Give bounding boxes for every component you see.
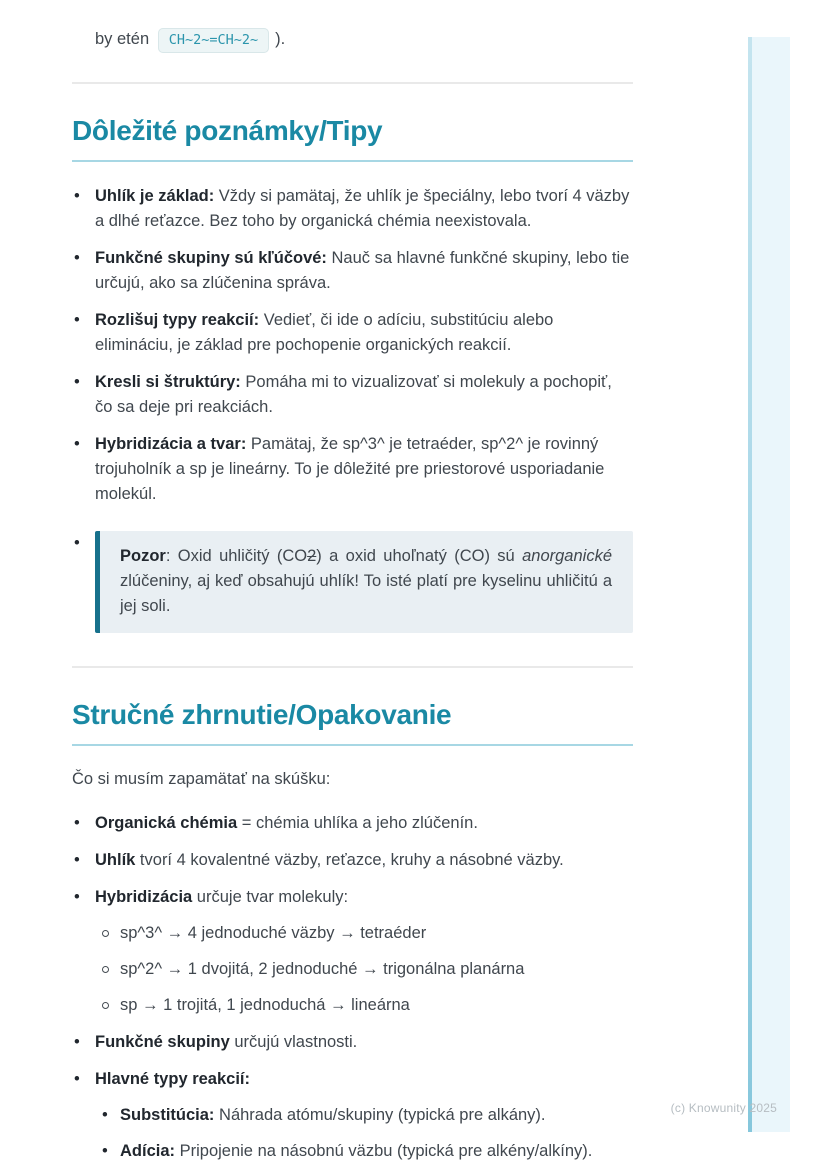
callout-label: Pozor: [120, 547, 166, 565]
item-text: Pomáha mi to vizualizovať si molekuly a pochopiť, čo sa deje pri reakciách.: [95, 373, 612, 416]
section-divider: [72, 82, 633, 84]
item-text: Pamätaj, že sp^3^ je tetraéder, sp^2^ je rovinný trojuholník a sp je lineárny. To je dôležité pre priestorové usporiadanie molekúl.: [95, 435, 605, 503]
item-lead: Uhlík je základ:: [95, 187, 215, 205]
item-text: Vždy si pamätaj, že uhlík je špeciálny, lebo tvorí 4 väzby a dlhé reťazce. Bez toho by organická chémia neexistovala.: [95, 187, 630, 230]
list-item: [72, 1067, 633, 1164]
intro-text-pre: by etén: [95, 30, 150, 48]
list-item: [72, 848, 633, 873]
sub-list-item: [95, 993, 633, 1018]
hybridization-sublist: [95, 921, 633, 1018]
section-divider: [72, 666, 633, 668]
item-text: sp^2^ → 1 dvojitá, 2 jednoduché → trigonálna planárna: [120, 960, 525, 978]
reaction-types-sublist: [95, 1103, 633, 1164]
intro-text-post: ).: [275, 30, 286, 48]
sub-list-item: [95, 1139, 633, 1164]
section-title-tips: Dôležité poznámky/Tipy: [72, 115, 633, 162]
callout-italic-text: anorganické: [522, 547, 612, 565]
summary-lead-paragraph: Čo si musím zapamätať na skúšku:: [72, 770, 331, 788]
list-item: [72, 811, 633, 836]
item-text: Nauč sa hlavné funkčné skupiny, lebo tie určujú, ako sa zlúčenina správa.: [95, 249, 630, 292]
item-text: Náhrada atómu/skupiny (typická pre alkány).: [214, 1106, 546, 1124]
page-edge-panel: [752, 37, 790, 1132]
item-text: určuje tvar molekuly:: [192, 888, 349, 906]
item-text: = chémia uhlíka a jeho zlúčenín.: [237, 814, 478, 832]
callout-text-pre: : Oxid uhličitý (CO: [165, 547, 308, 565]
item-lead: Hybridizácia: [95, 888, 193, 906]
list-item: [72, 184, 633, 234]
list-item: [72, 246, 633, 296]
intro-paragraph: [95, 30, 633, 49]
inline-code-formula: CH~2~=CH~2~: [158, 28, 269, 53]
item-lead: Hlavné typy reakcií:: [95, 1070, 250, 1088]
item-text: tvorí 4 kovalentné väzby, reťazce, kruhy a násobné väzby.: [135, 851, 564, 869]
item-text: sp^3^ → 4 jednoduché väzby → tetraéder: [120, 924, 427, 942]
tips-list: [72, 184, 633, 633]
item-text: určujú vlastnosti.: [229, 1033, 358, 1051]
warning-callout: [95, 531, 633, 633]
item-lead: Funkčné skupiny: [95, 1033, 230, 1051]
list-item-callout: [72, 531, 633, 633]
scrollbar-thumb[interactable]: [748, 37, 752, 1132]
list-item: [72, 1030, 633, 1055]
callout-text-mid: ) a oxid uhoľnatý (CO) sú: [316, 547, 523, 565]
copyright-watermark: (c) Knowunity 2025: [670, 1101, 777, 1115]
item-lead: Uhlík: [95, 851, 136, 869]
item-lead: Funkčné skupiny sú kľúčové:: [95, 249, 327, 267]
callout-text-post: zlúčeniny, aj keď obsahujú uhlík! To isté platí pre kyselinu uhličitú a jej soli.: [120, 572, 612, 615]
item-lead: Substitúcia:: [120, 1106, 215, 1124]
callout-strike-text: 2: [307, 547, 317, 565]
summary-list: [72, 811, 633, 1164]
item-lead: Rozlišuj typy reakcií:: [95, 311, 260, 329]
item-text: Pripojenie na násobnú väzbu (typická pre alkény/alkíny).: [175, 1142, 593, 1160]
item-lead: Kresli si štruktúry:: [95, 373, 241, 391]
list-item: [72, 432, 633, 507]
section-title-summary: Stručné zhrnutie/Opakovanie: [72, 699, 633, 746]
item-lead: Organická chémia: [95, 814, 238, 832]
document-body: [72, 0, 633, 1176]
sub-list-item: [95, 1103, 633, 1128]
item-text: sp → 1 trojitá, 1 jednoduchá → lineárna: [120, 996, 410, 1014]
item-lead: Adícia:: [120, 1142, 176, 1160]
list-item: [72, 370, 633, 420]
sub-list-item: [95, 921, 633, 946]
sub-list-item: [95, 957, 633, 982]
item-lead: Hybridizácia a tvar:: [95, 435, 247, 453]
list-item: [72, 308, 633, 358]
list-item: [72, 885, 633, 1018]
item-text: Vedieť, či ide o adíciu, substitúciu alebo elimináciu, je základ pre pochopenie organických reakcií.: [95, 311, 554, 354]
